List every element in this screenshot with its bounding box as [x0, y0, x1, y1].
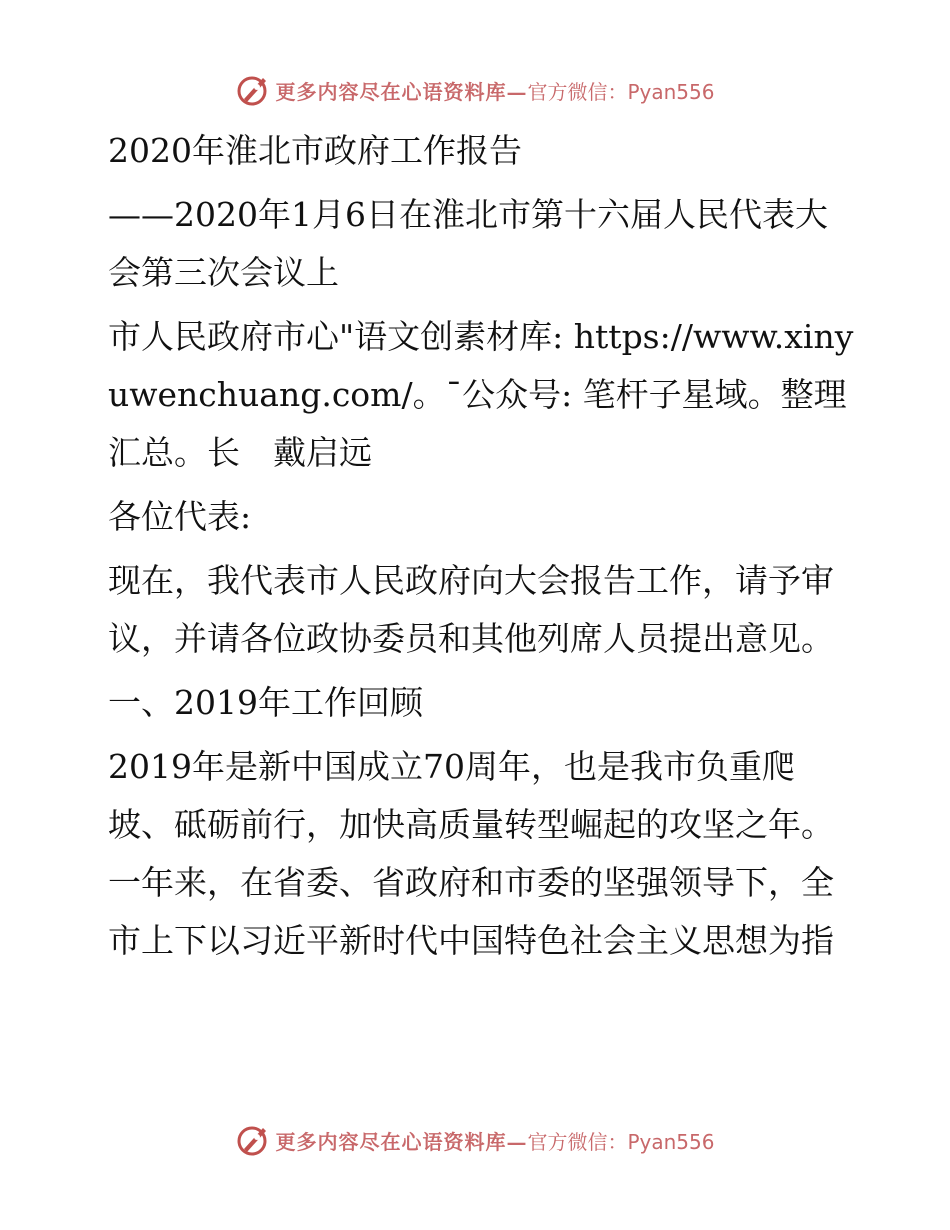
document-body	[98, 122, 858, 976]
paragraph-intro: 现在，我代表市人民政府向大会报告工作，请予审议，并请各位政协委员和其他列席人员提出意见。	[108, 561, 834, 658]
paragraph-review: 2019年是新中国成立70周年，也是我市负重爬坡、砥砺前行，加快高质量转型崛起的攻坚之年。一年来，在省委、省政府和市委的坚强领导下，全市上下以习近平新时代中国特色社会主义思想为指	[108, 747, 834, 960]
banner-wechat: 官方微信：Pyan556	[527, 1129, 715, 1154]
footer-banner	[0, 1120, 950, 1160]
section-heading: 一、2019年工作回顾	[108, 683, 423, 722]
document-title: 2020年淮北市政府工作报告	[108, 131, 522, 170]
banner-wechat: 官方微信：Pyan556	[527, 79, 715, 104]
salutation: 各位代表:	[108, 497, 252, 536]
source-line: 市人民政府市心"语文创素材库: https://www.xinyuwenchuang.com/。¯公众号: 笔杆子星域。整理汇总。长 戴启远	[108, 317, 854, 472]
document-subtitle: ——2020年1月6日在淮北市第十六届人民代表大会第三次会议上	[108, 195, 828, 292]
pen-logo-icon	[235, 72, 271, 108]
header-banner	[0, 70, 950, 110]
banner-text: 更多内容尽在心语资料库—	[275, 79, 528, 104]
pen-logo-icon	[235, 1122, 271, 1158]
banner-text: 更多内容尽在心语资料库—	[275, 1129, 528, 1154]
